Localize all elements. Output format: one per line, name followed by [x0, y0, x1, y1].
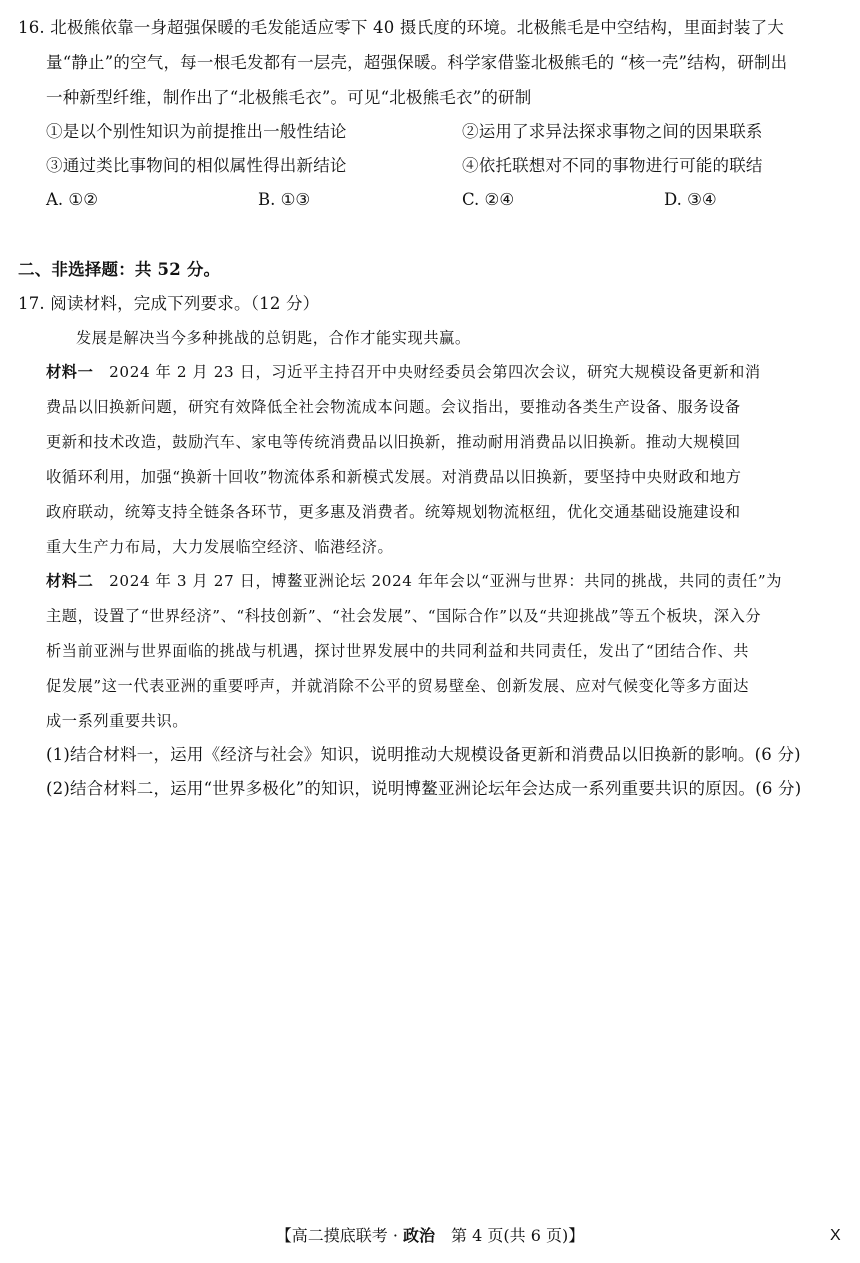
q16-stem-line-1: 16. 北极熊依靠一身超强保暖的毛发能适应零下 40 摄氏度的环境。北极熊毛是中空结构，里面封装了大: [18, 18, 784, 37]
material1-line-3: 更新和技术改造，鼓励汽车、家电等传统消费品以旧换新，推动耐用消费品以旧换新。推动大规模回: [46, 433, 741, 451]
q16-statement-4: ④依托联想对不同的事物进行可能的联结: [462, 156, 763, 175]
q17-subquestion-1: (1)结合材料一，运用《经济与社会》知识，说明推动大规模设备更新和消费品以旧换新的影响。(6 分): [46, 745, 801, 764]
material2-text-1: 2024 年 3 月 27 日，博鳌亚洲论坛 2024 年年会以“亚洲与世界：共同的挑战，共同的责任”为: [109, 572, 782, 590]
section-heading: 二、非选择题：共 52 分。: [18, 260, 221, 279]
footer-exam-name: 【高二摸底联考 ·: [275, 1226, 404, 1245]
material2-line-1: [46, 569, 782, 593]
material1-label: 材料一: [46, 363, 94, 381]
material2-line-2: 主题，设置了“世界经济”、“科技创新”、“社会发展”、“国际合作”以及“共迎挑战”等五个板块，深入分: [46, 607, 762, 625]
material2-label: 材料二: [46, 572, 94, 590]
q16-statement-2: ②运用了求异法探求事物之间的因果联系: [462, 122, 763, 141]
material2-line-4: 促发展”这一代表亚洲的重要呼声，并就消除不公平的贸易壁垒、创新发展、应对气候变化等多方面达: [46, 677, 750, 695]
q16-stem-line-2: 量“静止”的空气，每一根毛发都有一层壳，超强保暖。科学家借鉴北极熊毛的 “核一壳”结构，研制出: [46, 53, 788, 72]
material1-line-4: 收循环利用，加强“换新十回收”物流体系和新模式发展。对消费品以旧换新，要坚持中央财政和地方: [46, 468, 742, 486]
material1-text-1: 2024 年 2 月 23 日，习近平主持召开中央财经委员会第四次会议，研究大规模设备更新和消: [109, 363, 761, 381]
q17-lead: 发展是解决当今多种挑战的总钥匙，合作才能实现共赢。: [76, 329, 471, 347]
q16-statement-1: ①是以个别性知识为前提推出一般性结论: [46, 122, 347, 141]
q17-subquestion-2: (2)结合材料二，运用“世界多极化”的知识，说明博鳌亚洲论坛年会达成一系列重要共识的原因。(6 分): [46, 779, 802, 798]
q16-option-c: C. ②④: [462, 190, 515, 209]
q16-option-d: D. ③④: [664, 190, 717, 209]
footer-subject: 政治: [403, 1226, 436, 1245]
material1-line-5: 政府联动，统筹支持全链条各环节，更多惠及消费者。统筹规划物流枢纽，优化交通基础设施建设和: [46, 503, 741, 521]
material1-line-6: 重大生产力布局，大力发展临空经济、临港经济。: [46, 538, 394, 556]
material2-line-5: 成一系列重要共识。: [46, 712, 189, 730]
q16-option-b: B. ①③: [258, 190, 311, 209]
material1-line-1: [46, 360, 761, 384]
q16-stem-line-3: 一种新型纤维，制作出了“北极熊毛衣”。可见“北极熊毛衣”的研制: [46, 88, 532, 107]
q17-intro: 17. 阅读材料，完成下列要求。（12 分）: [18, 294, 320, 313]
material1-line-2: 费品以旧换新问题，研究有效降低全社会物流成本问题。会议指出，要推动各类生产设备、服务设备: [46, 398, 741, 416]
footer-page-number: 第 4 页(共 6 页)】: [435, 1226, 585, 1245]
q16-option-a: A. ①②: [46, 190, 98, 209]
page-footer: [0, 1224, 860, 1248]
footer-corner-mark: X: [830, 1227, 841, 1244]
material2-line-3: 析当前亚洲与世界面临的挑战与机遇，探讨世界发展中的共同利益和共同责任，发出了“团结合作、共: [46, 642, 750, 660]
q16-statement-3: ③通过类比事物间的相似属性得出新结论: [46, 156, 347, 175]
